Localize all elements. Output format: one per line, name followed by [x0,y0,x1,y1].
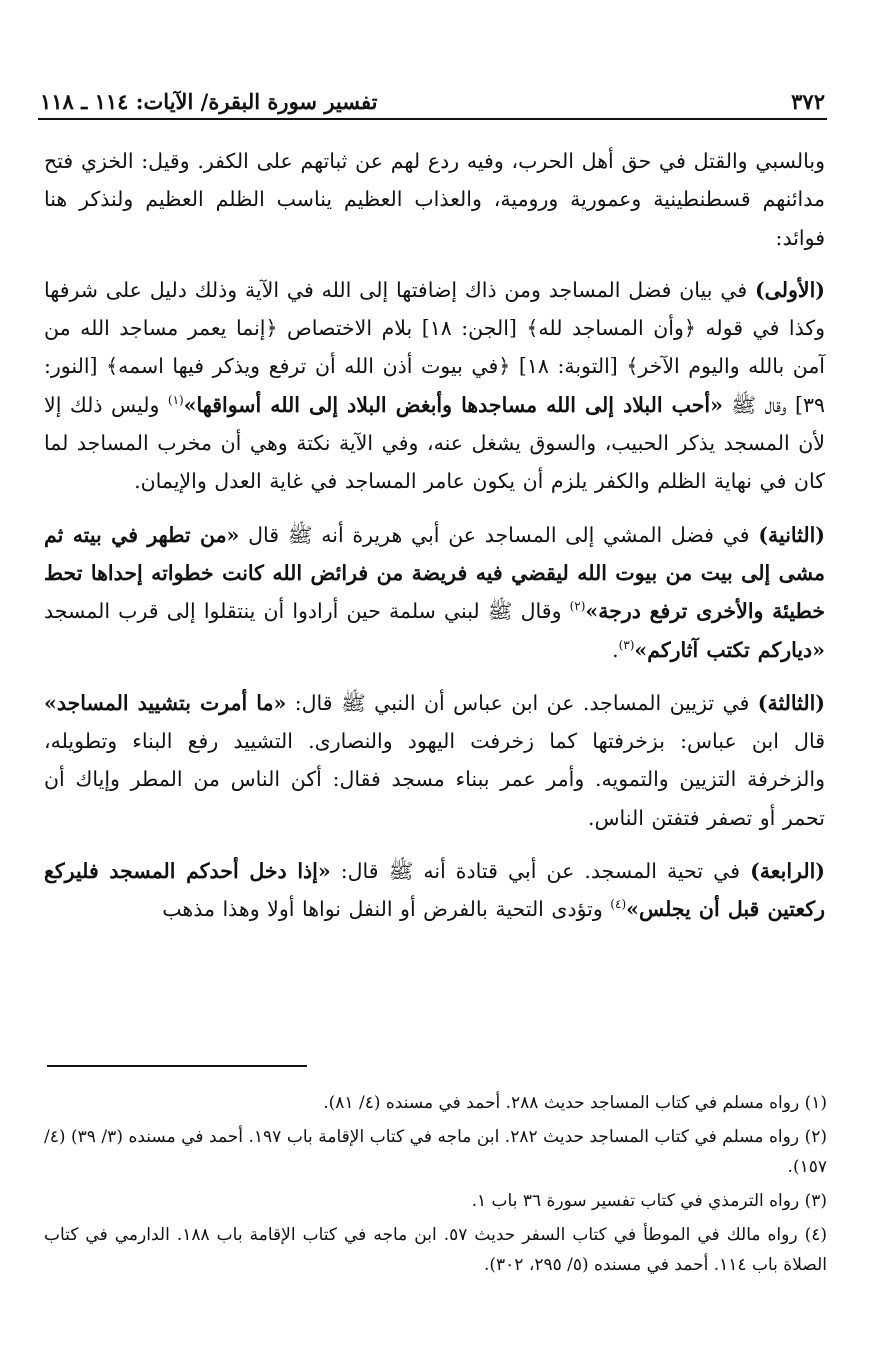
running-title: تفسير سورة البقرة/ الآيات: ١١٤ ـ ١١٨ [40,89,378,114]
page-header [40,82,825,116]
footnote: (٢) رواه مسلم في كتاب المساجد حديث ٢٨٢. ابن ماجه في كتاب الإقامة باب ١٩٧. أحمد في مسنده (٣/ ٣٩) (٤/ ١٥٧). [44,1127,827,1177]
paragraph-second-benefit [44,516,825,669]
paragraph-first-benefit [44,271,825,501]
header-rule [38,118,827,120]
main-text [44,142,825,944]
footnote: (٤) رواه مالك في الموطأ في كتاب السفر حديث ٥٧. ابن ماجه في كتاب الإقامة باب ١٨٨. الدارمي في كتاب الصلاة باب ١١٤. أحمد في مسنده (٥/ ٢٩٥، ٣٠٢). [44,1225,828,1275]
section-lead: (الأولى) [754,277,825,302]
section-lead: (الثالثة) [757,690,825,715]
footnote-ref: (٢) [569,599,586,614]
footnote-ref: (١) [167,392,184,407]
paragraph-intro [44,142,825,257]
footnote-ref: (٣) [618,637,635,652]
paragraph-text: وليس ذلك إلا لأن المسجد يذكر الحبيب، والسوق يشغل عنه، وفي الآية نكتة وهي أن مخرب المساجد لما كان في نهاية الظلم والكفر يلزم أن يكون عامر المساجد في غاية العدل والإيمان. [44,392,825,494]
paragraph-text: في فضل المشي إلى المساجد عن أبي هريرة أنه ﷺ قال [239,522,759,547]
paragraph-text: قال ابن عباس: بزخرفتها كما زخرفت اليهود والنصارى. التشييد رفع البناء وتطويله، والزخرفة التزيين والتمويه. وأمر عمر ببناء مسجد فقال: أكن الناس من المطر وإياك أن تحمر أو تصفر فتفتن الناس. [44,729,825,830]
hadith-quote: «إذا دخل أحدكم المسجد فليركع ركعتين قبل أن يجلس» [44,859,825,922]
paragraph-text: في تحية المسجد. عن أبي قتادة أنه ﷺ قال: [330,859,751,884]
hadith-quote: «أحب البلاد إلى الله مساجدها وأبغض البلاد إلى الله أسواقها» [183,392,723,417]
section-lead: (الرابعة) [750,859,825,884]
footnotes [44,1088,827,1284]
hadith-quote: «ما أمرت بتشييد المساجد» [44,690,287,715]
hadith-quote: «دياركم تكتب آثاركم» [634,637,825,662]
footnote-ref: (٤) [610,897,627,912]
footnote: (٣) رواه الترمذي في كتاب تفسير سورة ٣٦ باب ١. [471,1191,827,1211]
footnote: (١) رواه مسلم في كتاب المساجد حديث ٢٨٨. أحمد في مسنده (٤/ ٨١). [323,1093,827,1113]
section-lead: (الثانية) [758,522,825,547]
paragraph-text: وتؤدى التحية بالفرض أو النفل نواها أولا وهذا مذهب [162,897,611,922]
paragraph-text: في بيان فضل المساجد ومن ذاك إضافتها إلى الله في الآية وذلك دليل على شرفها وكذا في قوله ﴿وأن المساجد لله﴾ [الجن: ١٨] بلام الاختصاص ﴿إنما يعمر مساجد الله من آمن بالله واليوم الآخر﴾ [التوبة: ١٨] ﴿في بيوت أذن الله أن ترفع ويذكر فيها اسمه﴾ [النور: ٣٩] وقال ﷺ [44,277,826,417]
footnote-rule [47,1065,307,1067]
paragraph-text: . [612,637,619,662]
paragraph-text: وقال ﷺ لبني سلمة حين أرادوا أن ينتقلوا إلى قرب المسجد [44,599,570,624]
page-number: ٣٧٢ [791,89,825,114]
paragraph-text: في تزيين المساجد. عن ابن عباس أن النبي ﷺ قال: [286,690,758,715]
paragraph-text: وبالسبي والقتل في حق أهل الحرب، وفيه ردع لهم عن ثباتهم على الكفر. وقيل: الخزي فتح مدائنهم قسطنطينية وعمورية ورومية، والعذاب العظيم يناسب الظلم العظيم ولنذكر هنا فوائد: [44,149,825,250]
paragraph-third-benefit [44,684,825,837]
paragraph-fourth-benefit [44,852,825,929]
hadith-quote: «من تطهر في بيته ثم مشى إلى بيت من بيوت الله ليقضي فيه فريضة من فرائض الله كانت خطواته إحداها تحط خطيئة والأخرى ترفع درجة» [44,522,825,624]
